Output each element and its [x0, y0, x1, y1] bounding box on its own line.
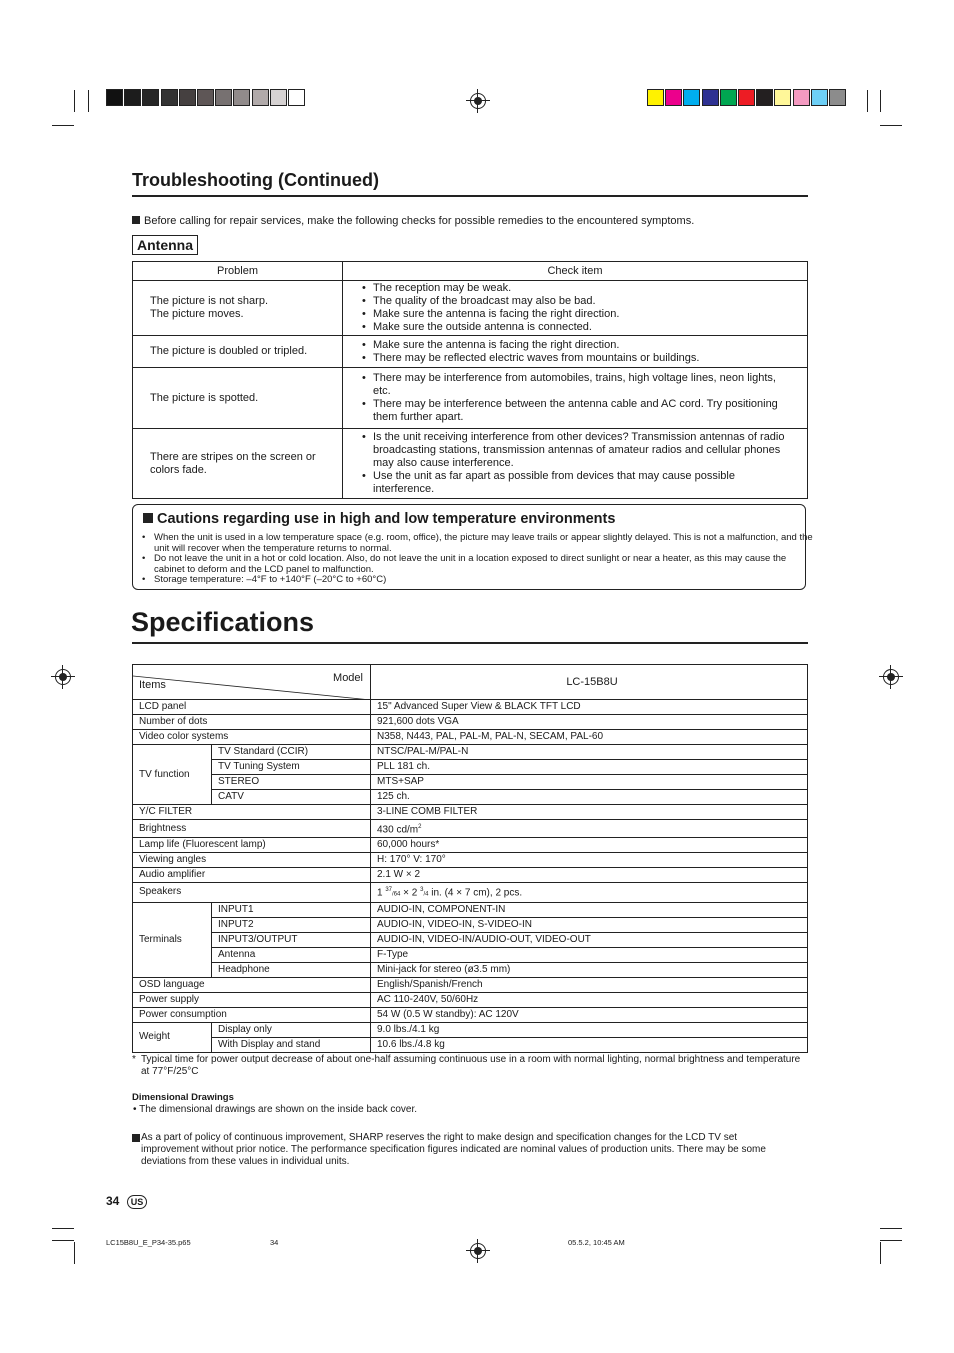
square-bullet-icon: [132, 216, 140, 224]
color-swatch: [738, 89, 755, 106]
color-swatch: [829, 89, 846, 106]
color-swatch: [106, 89, 123, 106]
col-check: Check item: [343, 262, 808, 281]
drawings-text: • The dimensional drawings are shown on the inside back cover.: [133, 1104, 418, 1115]
items-model-header: Items Model: [133, 665, 371, 700]
antenna-table: [132, 261, 808, 499]
square-bullet-icon: [143, 513, 153, 523]
color-swatch: [233, 89, 250, 106]
table-row: There are stripes on the screen or colors fade. • Is the unit receiving interference from other devices? Transmission antennas of radio broadcasting stations, transmission antennas of amateur radios and cellular phones may also cause interference. • Use the unit as far apart as possible from devices that may cause possible interference.: [133, 429, 808, 499]
drawings-title: Dimensional Drawings: [132, 1092, 234, 1103]
color-swatch: [811, 89, 828, 106]
color-swatch: [179, 89, 196, 106]
specs-title: Specifications: [131, 607, 315, 637]
registration-mark-top: [470, 93, 486, 109]
color-swatch: [215, 89, 232, 106]
table-row: The picture is spotted. • There may be interference from automobiles, trains, high voltage lines, neon lights, etc. • There may be interference between the antenna cable and AC cord. Try positioning them further apart.: [133, 368, 808, 429]
antenna-label: Antenna: [132, 235, 198, 255]
color-swatch: [665, 89, 682, 106]
table-row: The picture is doubled or tripled. • Make sure the antenna is facing the right direction. • There may be reflected electric waves from mountains or buildings.: [133, 336, 808, 368]
color-swatch: [702, 89, 719, 106]
color-swatch: [683, 89, 700, 106]
slug-page: 34: [270, 1238, 279, 1247]
color-swatch: [142, 89, 159, 106]
caution-box: [132, 504, 813, 590]
caution-list: • When the unit is used in a low temperature space (e.g. room, office), the picture may leave trails or appear slightly delayed. This is not a malfunction, and the unit will recover when the temperature returns to normal. • Do not leave the unit in a hot or cold location. Also, do not leave the unit in a location exposed to direct sunlight or near a heater, as this may cause the cabinet to deform and the LCD panel to malfunction. • Storage temperature: –4°F to +140°F (–20°C to +60°C): [133, 533, 814, 586]
color-swatch: [647, 89, 664, 106]
col-problem: Problem: [133, 262, 343, 281]
specs-table: Items Model LC-15B8U LCD panel 15" Advanced Super View & BLACK TFT LCD Number of dots 921,600 dots VGA Video color systems N358, N443, PAL, PAL-M, PAL-N, SECAM, PAL-60 TV function TV Standard (CCIR) NTSC/PAL-M/PAL-N TV Tuning System PLL 181 ch. STEREO MTS+SAP CATV 125 ch. Y/C FILTER 3-LINE COMB FILTER Brightness 430 $cd/m^2$ Lamp life (Fluorescent lamp) 60,000 hours* Viewing angles H: 170° V: 170° Audio amplifier 2.1 W × 2 Speakers 1 $^{37}$/64 × 2 $^3$/4 in. (4 × 7 cm), 2 pcs. Terminals INPUT1 AUDIO-IN, COMPONENT-IN INPUT2 AUDIO-IN, VIDEO-IN, S-VIDEO-IN INPUT3/OUTPUT AUDIO-IN, VIDEO-IN/AUDIO-OUT, VIDEO-OUT Antenna F-Type Headphone Mini-jack for stereo (ø3.5 mm) OSD language English/Spanish/French Power supply AC 110-240V, 50/60Hz Power consumption 54 W (0.5 W standby): AC 120V Weight Display only 9.0 lbs./4.1 kg With Display and stand 10.6 lbs./4.8 kg: [132, 664, 808, 1053]
square-bullet-icon: [132, 1134, 140, 1142]
specs-rule: [132, 642, 808, 644]
color-swatch: [793, 89, 810, 106]
registration-mark-right: [883, 669, 899, 685]
us-badge: US: [127, 1195, 148, 1209]
title-rule: [132, 195, 808, 197]
slug-date: 05.5.2, 10:45 AM: [568, 1238, 625, 1247]
policy-note: As a part of policy of continuous improvement, SHARP reserves the right to make design and specification changes for the LCD TV set improvement without prior notice. The performance specification figures indicated are nominal values of production units. There may be some deviations from these values in individual units.: [132, 1132, 792, 1168]
caution-title: Cautions regarding use in high and low temperature environments: [143, 511, 615, 527]
section-title: Troubleshooting (Continued): [132, 170, 379, 190]
color-swatch: [756, 89, 773, 106]
registration-mark-bottom: [470, 1243, 486, 1259]
color-swatch: [161, 89, 178, 106]
slug-file: LC15B8U_E_P34-35.p65: [106, 1238, 191, 1247]
color-swatch: [252, 89, 269, 106]
color-swatch: [774, 89, 791, 106]
intro-text: Before calling for repair services, make the following checks for possible remedies to the encountered symptoms.: [132, 215, 694, 227]
color-swatch: [197, 89, 214, 106]
color-swatch: [124, 89, 141, 106]
registration-mark-left: [55, 669, 71, 685]
color-swatch: [720, 89, 737, 106]
table-row: The picture is not sharp. The picture moves. • The reception may be weak. • The quality of the broadcast may also be bad. • Make sure the antenna is facing the right direction. • Make sure the outside antenna is connected.: [133, 281, 808, 336]
color-swatch: [288, 89, 305, 106]
page-number: 34 US: [106, 1194, 147, 1209]
footnote: * Typical time for power output decrease of about one-half assuming continuous use in a room with normal lighting, normal brightness and temperature at 77°F/25°C: [132, 1054, 801, 1077]
color-swatch: [270, 89, 287, 106]
